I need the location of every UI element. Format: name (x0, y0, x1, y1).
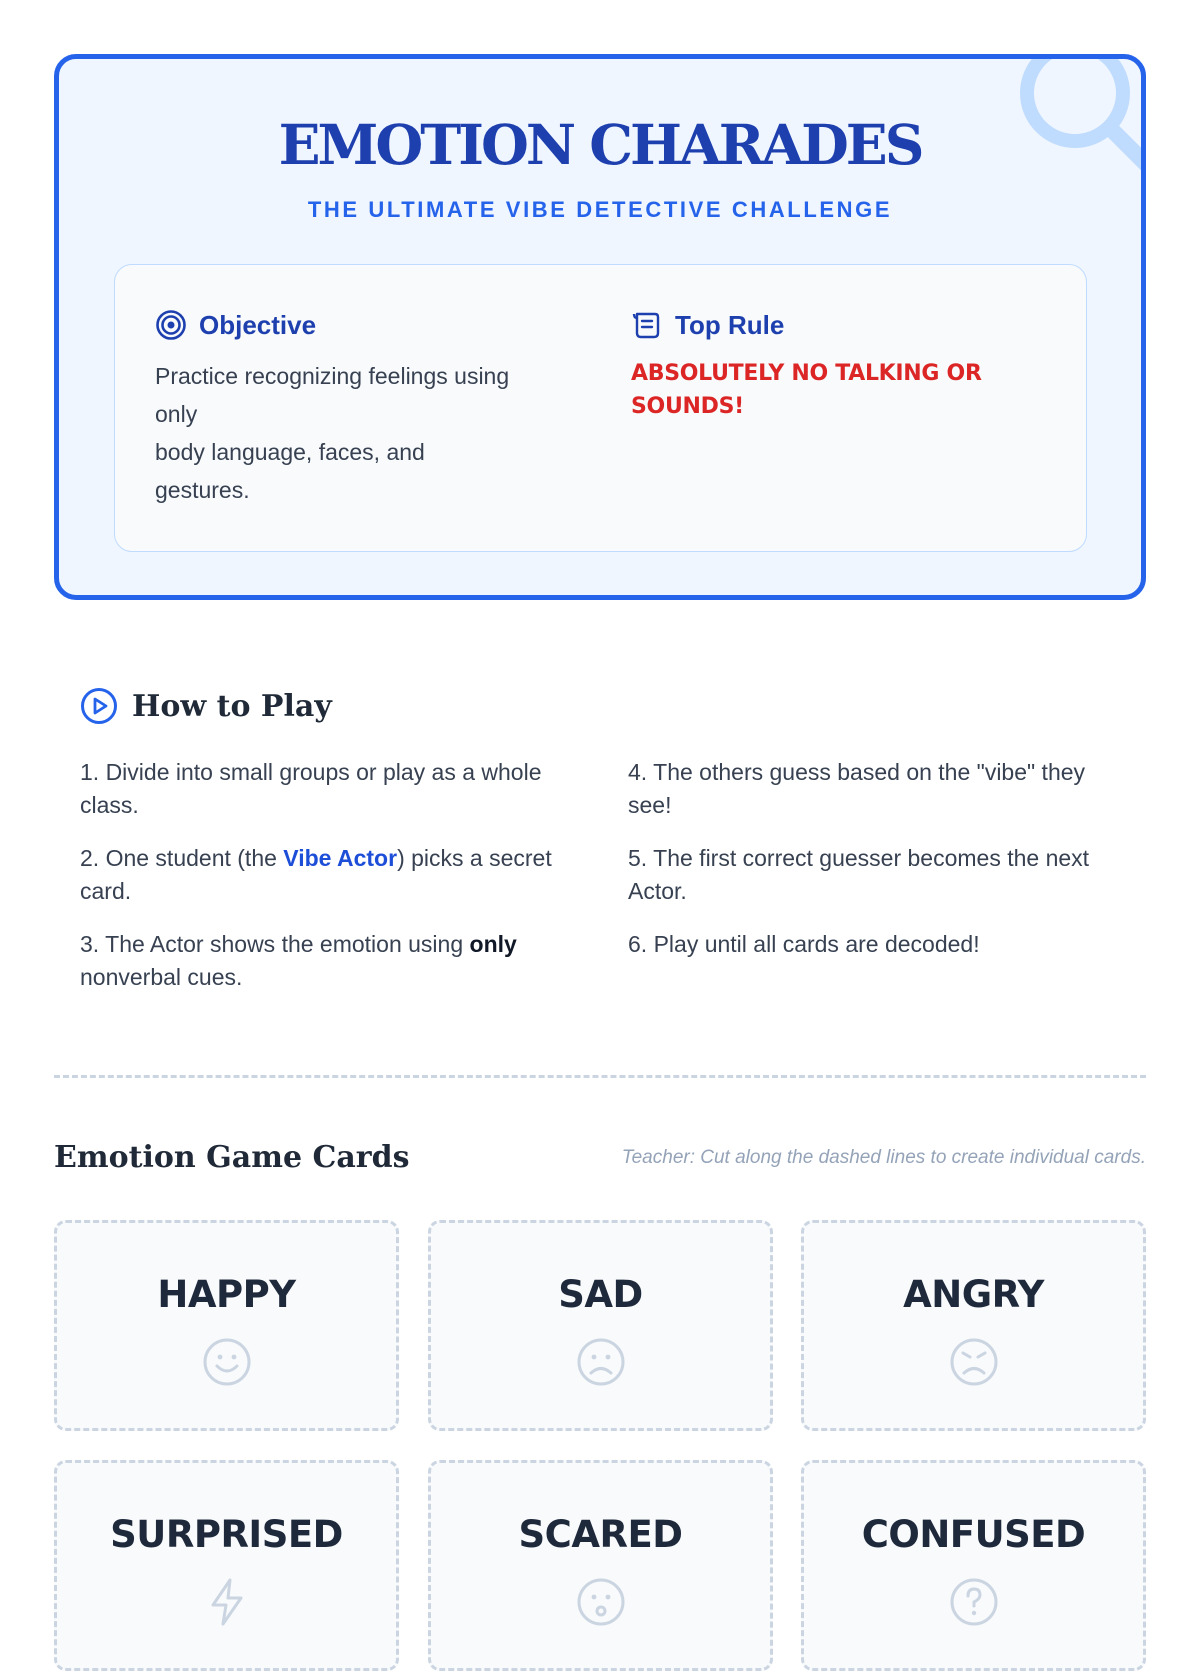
smile-face-icon (201, 1336, 253, 1388)
objective-heading-label: Objective (199, 309, 317, 340)
step-item (628, 842, 1128, 908)
steps-column-right (628, 756, 1128, 981)
objective-line: Practice recognizing feelings using (155, 363, 510, 389)
top-rule-heading (631, 307, 1051, 343)
hero-card (54, 54, 1146, 600)
step-item (80, 842, 580, 908)
emotion-card (428, 1460, 773, 1671)
emotion-card (54, 1220, 399, 1431)
how-to-play-heading (80, 684, 332, 728)
teacher-note: Teacher: Cut along the dashed lines to create individual cards. (621, 1147, 1146, 1168)
top-rule-section (631, 307, 1051, 423)
step-text: 4. The others guess based on the "vibe" they see! (628, 759, 1086, 818)
objective-line: gestures. (155, 477, 250, 503)
worried-face-icon (575, 1576, 627, 1628)
card-label: HAPPY (157, 1273, 296, 1316)
step-text: 2. One student (the (80, 845, 284, 871)
step-emphasis: only (469, 931, 517, 957)
card-label: SAD (558, 1273, 643, 1316)
card-label: CONFUSED (861, 1513, 1086, 1556)
step-text: nonverbal cues. (80, 964, 243, 990)
how-to-play-title: How to Play (132, 688, 332, 724)
scroll-icon (631, 309, 663, 341)
steps-column-left (80, 756, 580, 1014)
emotion-card (801, 1220, 1146, 1431)
step-text: ) picks a secret card. (80, 845, 552, 904)
card-label: SCARED (518, 1513, 683, 1556)
top-rule-text (631, 357, 1051, 423)
angry-face-icon (948, 1336, 1000, 1388)
vibe-actor-highlight: Vibe Actor (283, 845, 398, 871)
cards-section-title: Emotion Game Cards (54, 1140, 410, 1175)
target-icon (155, 309, 187, 341)
emotion-card (801, 1460, 1146, 1671)
objective-heading (155, 307, 575, 343)
card-label: SURPRISED (110, 1513, 343, 1556)
objective-line: body language, faces, and (155, 439, 425, 465)
step-item (628, 928, 1128, 961)
step-text: 6. Play until all cards are decoded! (628, 931, 980, 957)
play-circle-icon (80, 687, 118, 725)
emotion-card (428, 1220, 773, 1431)
step-text: 5. The first correct guesser becomes the next Actor. (628, 845, 1090, 904)
step-item (80, 928, 580, 994)
cut-divider (54, 1075, 1146, 1078)
page-subtitle: THE ULTIMATE VIBE DETECTIVE CHALLENGE (307, 197, 893, 222)
top-rule-line: ABSOLUTELY NO TALKING OR (631, 361, 982, 386)
lightning-icon (201, 1576, 253, 1628)
objective-section (155, 307, 575, 509)
card-label: ANGRY (903, 1273, 1044, 1316)
step-item (80, 756, 580, 822)
step-text: 3. The Actor shows the emotion using (80, 931, 470, 957)
step-text: 1. Divide into small groups or play as a whole class. (80, 759, 542, 818)
top-rule-heading-label: Top Rule (675, 309, 785, 340)
objective-line: only (155, 401, 198, 427)
page-title: EMOTION CHARADES (278, 112, 922, 177)
objective-text (155, 357, 575, 509)
top-rule-line: SOUNDS! (631, 394, 744, 419)
step-item (628, 756, 1128, 822)
frown-face-icon (575, 1336, 627, 1388)
emotion-card (54, 1460, 399, 1671)
info-box (114, 264, 1087, 552)
question-circle-icon (948, 1576, 1000, 1628)
